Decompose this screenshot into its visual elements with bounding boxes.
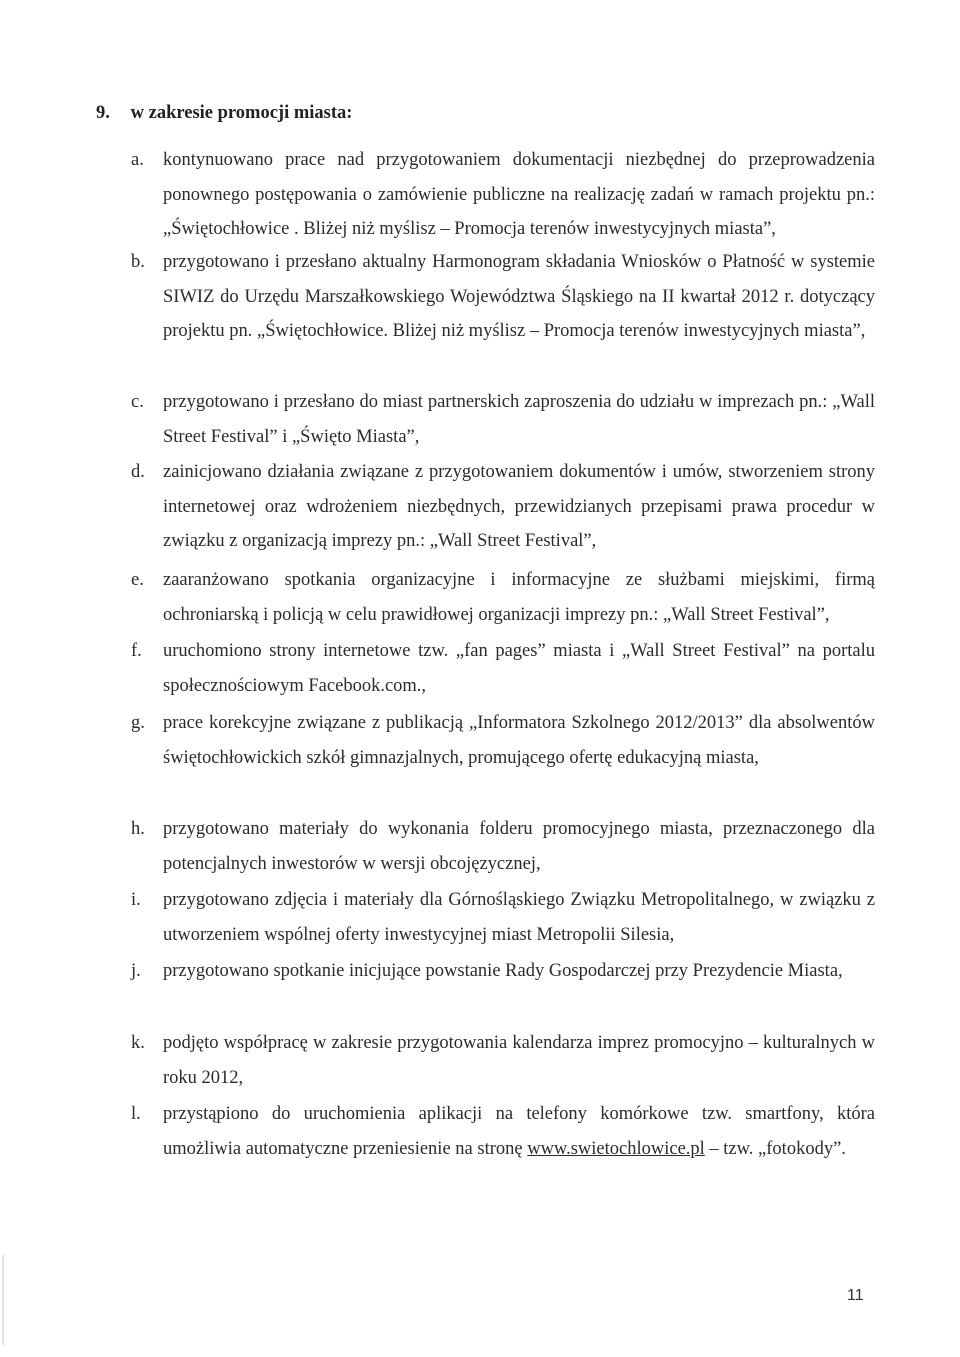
list-item-text: podjęto współpracę w zakresie przygotowania kalendarza imprez promocyjno – kulturalnych w roku 2012, <box>163 1033 875 1088</box>
list-item-text <box>163 1097 875 1166</box>
list-marker: l. <box>131 1104 141 1124</box>
list-item-text: kontynuowano prace nad przygotowaniem dokumentacji niezbędnej do przeprowadzenia ponownego postępowania o zamówienie publiczne na realizację zadań w ramach projektu pn.: „Świętochłowice . Bliżej niż myślisz – Promocja terenów inwestycyjnych miasta”, <box>163 150 875 239</box>
list-item-text: przygotowano i przesłano aktualny Harmonogram składania Wniosków o Płatność w systemie SIWIZ do Urzędu Marszałkowskiego Województwa Śląskiego na II kwartał 2012 r. dotyczący projektu pn. „Świętochłowice. Bliżej niż myślisz – Promocja terenów inwestycyjnych miasta”, <box>163 252 875 341</box>
list-marker: d. <box>131 462 145 482</box>
list-item-text: przygotowano i przesłano do miast partnerskich zaproszenia do udziału w imprezach pn.: „Wall Street Festival” i „Święto Miasta”, <box>163 392 875 447</box>
list-item-text-before: przystąpiono do uruchomienia aplikacji na telefony komórkowe tzw. smartfony, która umożliwia automatyczne przeniesienie na stronę <box>163 1104 875 1159</box>
list-item-text: przygotowano spotkanie inicjujące powstanie Rady Gospodarczej przy Prezydencie Miasta, <box>163 961 843 981</box>
list-marker: e. <box>131 570 144 590</box>
list-marker: g. <box>131 713 145 733</box>
list-marker: i. <box>131 890 141 910</box>
list-item-text: zaaranżowano spotkania organizacyjne i informacyjne ze służbami miejskimi, firmą ochroniarską i policją w celu prawidłowej organizacji imprezy pn.: „Wall Street Festival”, <box>163 570 875 625</box>
list-marker: c. <box>131 392 144 412</box>
list-marker: b. <box>131 252 145 272</box>
list-item-text: uruchomiono strony internetowe tzw. „fan pages” miasta i „Wall Street Festival” na portalu społecznościowym Facebook.com., <box>163 641 875 696</box>
scan-edge-mark <box>2 1255 4 1345</box>
list-marker: j. <box>131 961 141 981</box>
section-title: w zakresie promocji miasta: <box>130 103 353 123</box>
list-marker: k. <box>131 1033 145 1053</box>
section-number: 9. <box>96 103 110 123</box>
list-item-text-after: – tzw. „fotokody”. <box>704 1138 846 1159</box>
list-item-text: zainicjowano działania związane z przygotowaniem dokumentów i umów, stworzeniem strony internetowej oraz wdrożeniem niezbędnych, przewidzianych przepisami prawa procedur w związku z organizacją imprezy pn.: „Wall Street Festival”, <box>163 462 875 551</box>
list-marker: f. <box>131 641 142 661</box>
list-marker: a. <box>131 150 144 170</box>
page-number: 11 <box>847 1287 864 1304</box>
list-item-text: przygotowano materiały do wykonania folderu promocyjnego miasta, przeznaczonego dla potencjalnych inwestorów w wersji obcojęzycznej, <box>163 819 875 874</box>
section-heading <box>96 103 352 124</box>
website-link[interactable]: www.swietochlowice.pl <box>527 1138 705 1159</box>
list-marker: h. <box>131 819 145 839</box>
list-item-text: prace korekcyjne związane z publikacją „Informatora Szkolnego 2012/2013” dla absolwentów świętochłowickich szkół gimnazjalnych, promującego ofertę edukacyjną miasta, <box>163 713 875 768</box>
list-item-text: przygotowano zdjęcia i materiały dla Górnośląskiego Związku Metropolitalnego, w związku z utworzeniem wspólnej oferty inwestycyjnej miast Metropolii Silesia, <box>163 890 875 945</box>
